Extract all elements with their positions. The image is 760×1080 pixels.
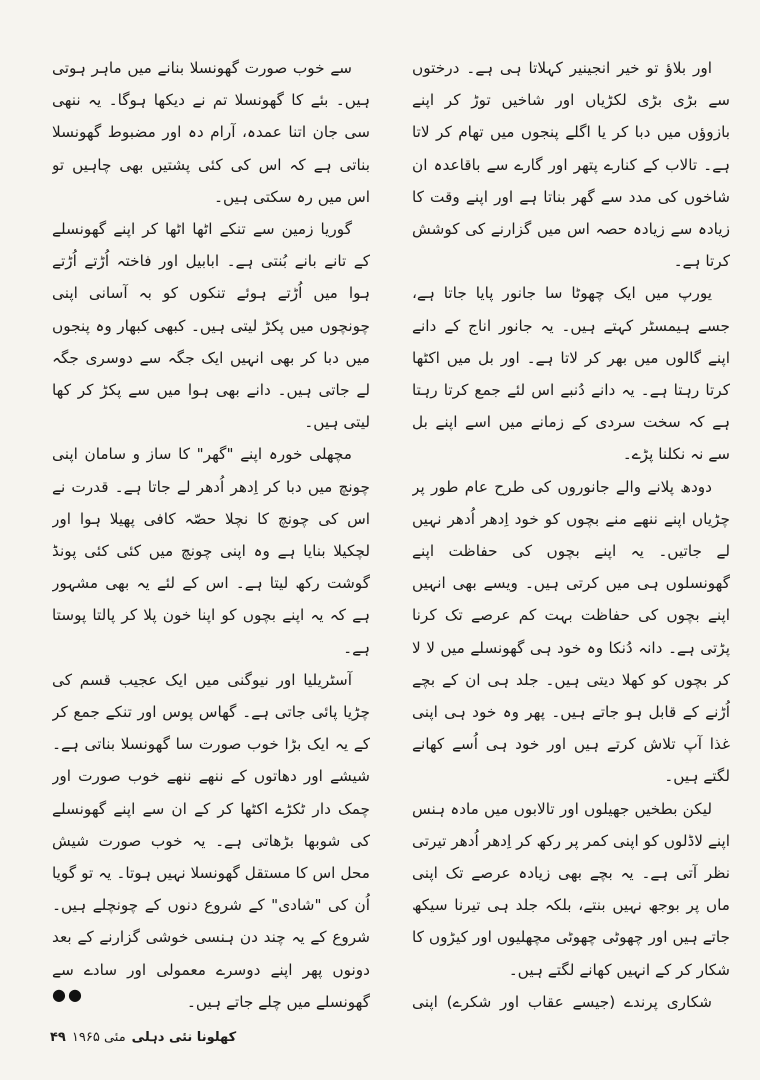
magazine-name: کھلونا نئی دہلی (131, 1030, 237, 1045)
paragraph-raptors: شکاری پرندے (جیسے عقاب اور شکرے) اپنی (412, 992, 712, 1011)
end-mark: ●● (52, 985, 84, 1004)
paragraph-sparrow: گوریا زمین سے تنکے اٹھا اٹھا کر اپنے گھونسلے کے تانے بانے بُنتی ہے۔ ابابیل اور فاختہ اُڑتے اُڑتے ہوا میں اُڑتے ہوئے تنکوں کو بہ آسانی اپنی چونچوں میں پکڑ لیتی ہیں۔ کبھی کبھار وہ پنجوں میں دبا کر بھی انہیں ایک جگہ سے دوسری جگہ لے جاتی ہیں۔ دانے بھی ہوا میں سے پکڑ کر کھا لیتی ہیں۔ (52, 220, 370, 432)
page-number: ۴۹ (50, 1030, 66, 1045)
left-column (52, 52, 370, 1012)
paragraph-swan: لیکن بطخیں جھیلوں اور تالابوں میں مادہ ہنس اپنے لاڈلوں کو اپنی کمر پر رکھ کر اِدھر اُدھر تیرتی نظر آتی ہے۔ یہ بچے بھی زیادہ عرصے تک اپنی ماں پر بوجھ نہیں بنتے، بلکہ جلد ہی تیرنا سیکھ جاتے ہیں اور چھوٹی چھوٹی مچھلیوں اور کیڑوں کا شکار کر کے انہیں کھانے لگتے ہیں۔ (412, 799, 730, 979)
paragraph-beaver: اور بلاؤ تو خیر انجینیر کہلاتا ہی ہے۔ درختوں سے بڑی بڑی لکڑیاں اور شاخیں توڑ کر اپنے بازوؤں میں دبا کر یا اگلے پنجوں میں تھام کر لاتا ہے۔ تالاب کے کنارے پتھر اور گارے سے باقاعدہ ان شاخوں کی مدد سے گھر بناتا ہے اور اپنے وقت کا زیادہ سے زیادہ حصہ اس میں گزارنے کی کوشش کرتا ہے۔ (412, 59, 730, 271)
page-footer (50, 1030, 236, 1045)
right-column (412, 52, 730, 1012)
issue-date: مئی ۱۹۶۵ (71, 1030, 126, 1045)
paragraph-pelican: مچھلی خورہ اپنے "گھر" کا ساز و سامان اپنی چونچ میں دبا کر اِدھر اُدھر لے جاتا ہے۔ قدرت نے اس کی چونچ کا نچلا حصّہ کافی پھیلا ہوا اور لچکیلا بنایا ہے وہ اپنی چونچ میں کئی کئی پونڈ گوشت رکھ لیتا ہے۔ اس کے لئے یہ بھی مشہور ہے کہ یہ اپنے بچوں کو اپنا خون پلا کر پالتا پوستا ہے۔ (52, 445, 370, 657)
paragraph-hamster: یورپ میں ایک چھوٹا سا جانور پایا جاتا ہے، جسے ہیمسٹر کہتے ہیں۔ یہ جانور اناج کے دانے اپنے گالوں میں بھر کر لاتا ہے۔ اور بل میں اکٹھا کرتا رہتا ہے۔ یہ دانے دُنبے اس لئے جمع کرتا رہتا ہے کہ سخت سردی کے زمانے میں اسے اپنے بل سے نہ نکلنا پڑے۔ (412, 284, 730, 464)
paragraph-birds-care: دودھ پلانے والے جانوروں کی طرح عام طور پر چڑیاں اپنے ننھے منے بچوں کو خود اِدھر اُدھر نہیں لے جاتیں۔ یہ اپنے بچوں کی حفاظت اپنے گھونسلوں ہی میں کرتی ہیں۔ ویسے بھی انہیں اپنے بچوں کی حفاظت بہت کم عرصے تک کرنا پڑتی ہے۔ دانہ دُنکا وہ خود ہی گھونسلے میں لا لا کر بچوں کو کھلا دیتی ہیں۔ جلد ہی ان کے بچے اُڑنے کے قابل ہو جاتے ہیں۔ پھر وہ خود ہی اپنی غذا آپ تلاش کرتے ہیں اور خود ہی اُسے کھانے لگتے ہیں۔ (412, 477, 730, 786)
paragraph-weaver-bird: سے خوب صورت گھونسلا بنانے میں ماہر ہوتی ہیں۔ بئے کا گھونسلا تم نے دیکھا ہوگا۔ یہ ننھی سی جان اتنا عمدہ، آرام دہ اور مضبوط گھونسلا بناتی ہے کہ اس کی کئی پشتیں بھی چاہیں تو اس میں رہ سکتی ہیں۔ (52, 59, 370, 206)
paragraph-bowerbird: آسٹریلیا اور نیوگنی میں ایک عجیب قسم کی چڑیا پائی جاتی ہے۔ گھاس پوس اور تنکے جمع کر کے یہ ایک بڑا خوب صورت سا گھونسلا بناتی ہے۔ شیشے اور دھاتوں کے ننھے ننھے خوب صورت اور چمک دار ٹکڑے اکٹھا کر کے ان سے اپنے گھونسلے کی شوبھا بڑھاتی ہے۔ یہ خوب صورت شیش محل اس کا مستقل گھونسلا نہیں ہوتا۔ یہ تو گویا اُن کی "شادی" کے شروع دنوں کے چونچلے ہیں۔ شروع کے یہ چند دن ہنسی خوشی گزارنے کے بعد دونوں پھر اپنے دوسرے معمولی اور سادے سے گھونسلے میں چلے جاتے ہیں۔ (52, 670, 370, 1011)
